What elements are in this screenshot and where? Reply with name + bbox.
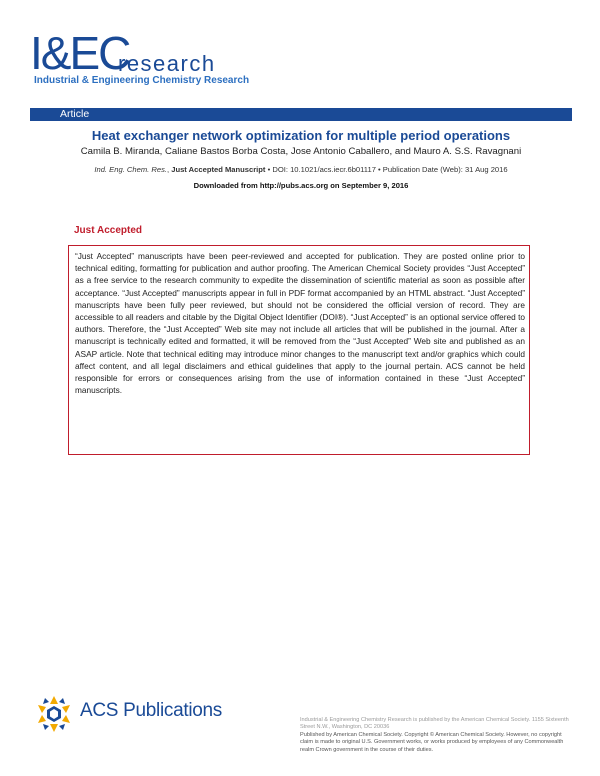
just-accepted-box — [68, 245, 530, 455]
just-accepted-text: “Just Accepted” manuscripts have been peer-reviewed and accepted for publication. They are posted online prior to technical editing, formatting for publication and author proofing. The American Chemical Society provides “Just Accepted” as a free service to the research community to expedite the dissemination of scientific material as soon as possible after acceptance. “Just Accepted” manuscripts appear in full in PDF format accompanied by an HTML abstract. “Just Accepted” manuscripts have been fully peer reviewed, but should not be considered the official version of record. They are accessible to all readers and citable by the Digital Object Identifier (DOI®). “Just Accepted” is an optional service offered to authors. Therefore, the “Just Accepted” Web site may not include all articles that will be published in the journal. After a manuscript is technically edited and formatted, it will be removed from the “Just Accepted” Web site and published as an ASAP article. Note that technical editing may introduce minor changes to the manuscript text and/or graphics which could affect content, and all legal disclaimers and ethical guidelines that apply to the journal pertain. ACS cannot be held responsible for errors or consequences arising from the use of information contained in these “Just Accepted” manuscripts. — [75, 251, 525, 396]
article-type-label: Article — [60, 108, 90, 120]
citation-line — [30, 165, 572, 174]
journal-abbrev: Ind. Eng. Chem. Res. — [94, 165, 167, 174]
journal-logo-research: research — [118, 51, 216, 76]
citation-sep: , — [166, 165, 172, 174]
publisher-address: Industrial & Engineering Chemistry Research is published by the American Chemical Society. 1155 Sixteenth Street N.W., Washington, DC 20036 — [300, 717, 569, 731]
article-authors: Camila B. Miranda, Caliane Bastos Borba Costa, Jose Antonio Caballero, and Mauro A. S.S. Ravagnani — [80, 146, 522, 157]
article-title: Heat exchanger network optimization for multiple period operations — [91, 128, 511, 143]
journal-name: Industrial & Engineering Chemistry Research — [34, 75, 250, 86]
publisher-note — [300, 717, 570, 754]
journal-logo: I&EC — [30, 27, 130, 79]
download-notice: Downloaded from http://pubs.acs.org on September 9, 2016 — [193, 181, 409, 190]
copyright-notice: Published by American Chemical Society. Copyright © American Chemical Society. However, no copyright claim is made to original U.S. Government works, or works produced by employees of any Commonwealth realm Crown government in the course of their duties. — [300, 731, 564, 753]
manuscript-status: Just Accepted Manuscript — [171, 165, 266, 174]
just-accepted-heading: Just Accepted — [74, 225, 142, 236]
citation-details: • DOI: 10.1021/acs.iecr.6b01117 • Publication Date (Web): 31 Aug 2016 — [265, 165, 508, 174]
acs-publications-logo: ACS Publications — [80, 700, 222, 721]
acs-hexagon-logo-icon — [34, 694, 74, 734]
article-type-bar — [30, 108, 572, 121]
